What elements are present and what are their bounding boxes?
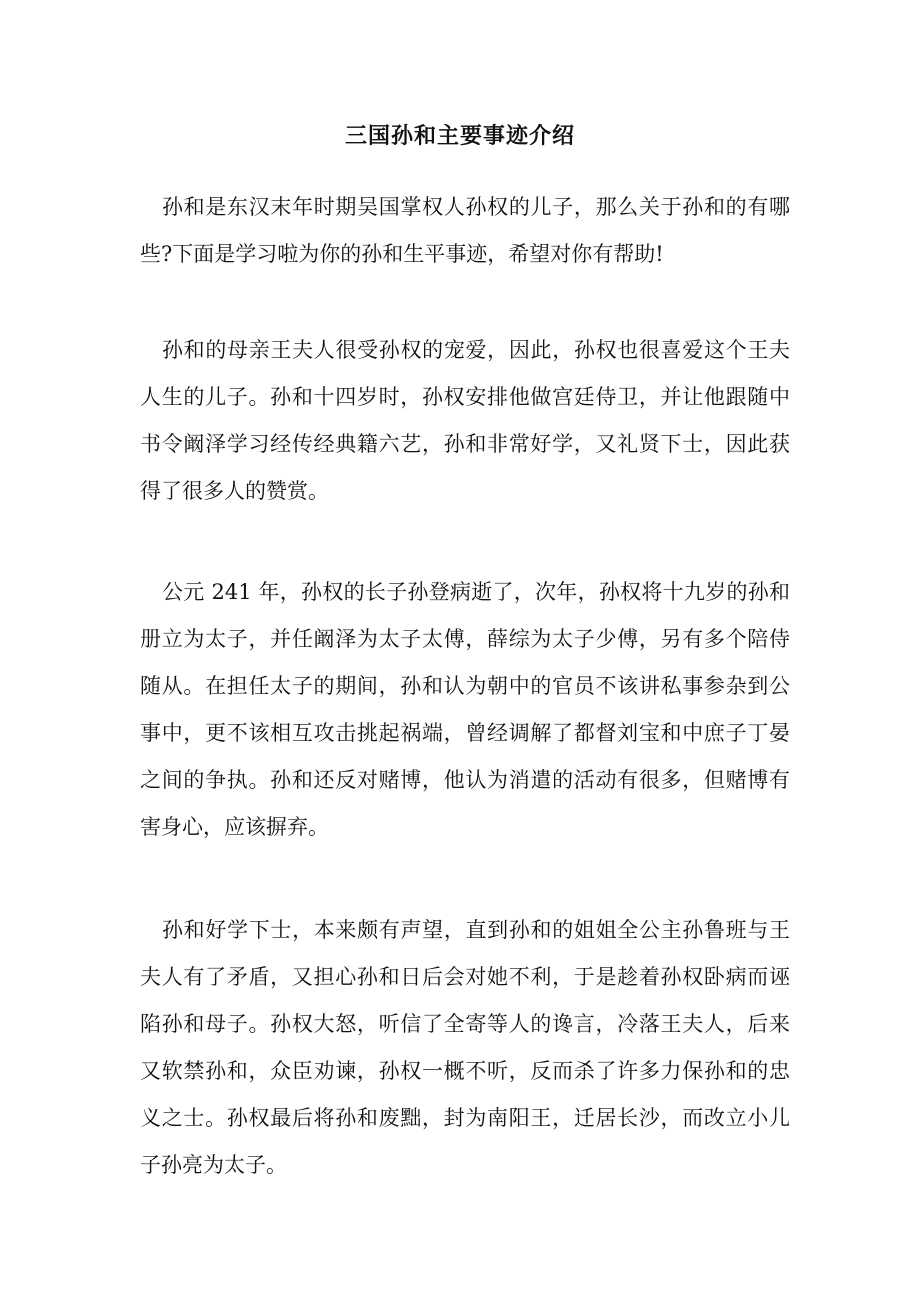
paragraph-intro: 孙和是东汉末年时期吴国掌权人孙权的儿子，那么关于孙和的有哪些?下面是学习啦为你的孙和生平事迹，希望对你有帮助! xyxy=(140,195,790,266)
paragraph-early-life: 孙和的母亲王夫人很受孙权的宠爱，因此，孙权也很喜爱这个王夫人生的儿子。孙和十四岁时，孙权安排他做宫廷侍卫，并让他跟随中书令阚泽学习经传经典籍六艺，孙和非常好学，又礼贤下士，因此获得了很多人的赞赏。 xyxy=(140,338,790,503)
paragraph-crown-prince: 公元 241 年，孙权的长子孙登病逝了，次年，孙权将十九岁的孙和册立为太子，并任阚泽为太子太傅，薛综为太子少傅，另有多个陪侍随从。在担任太子的期间，孙和认为朝中的官员不该讲私事参杂到公事中，更不该相互攻击挑起祸端，曾经调解了都督刘宝和中庶子丁晏之间的争执。孙和还反对赌博，他认为消遣的活动有很多，但赌博有害身心，应该摒弃。 xyxy=(140,580,790,839)
paragraph-deposition: 孙和好学下士，本来颇有声望，直到孙和的姐姐全公主孙鲁班与王夫人有了矛盾，又担心孙和日后会对她不利，于是趁着孙权卧病而诬陷孙和母子。孙权大怒，听信了全寄等人的谗言，冷落王夫人，后来又软禁孙和，众臣劝谏，孙权一概不听，反而杀了许多力保孙和的忠义之士。孙权最后将孙和废黜，封为南阳王，迁居长沙，而改立小儿子孙亮为太子。 xyxy=(140,918,790,1177)
document-title: 三国孙和主要事迹介绍 xyxy=(344,123,575,149)
